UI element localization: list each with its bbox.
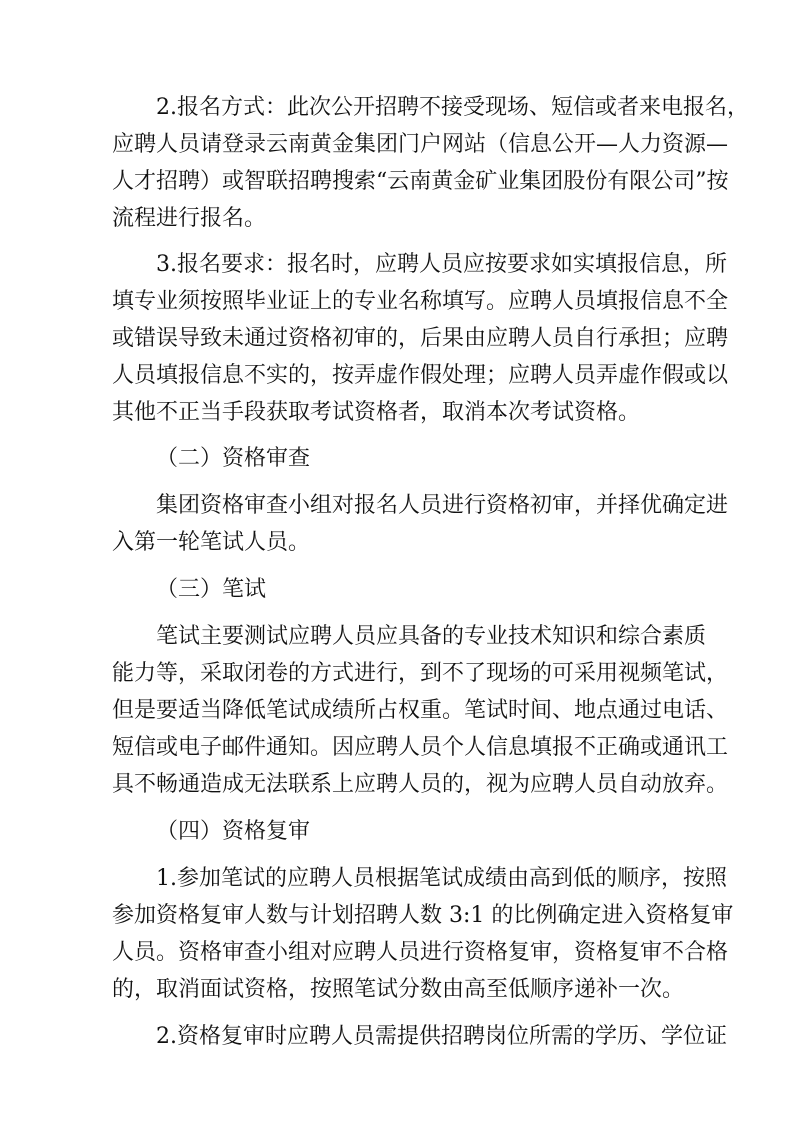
text-line: 入第一轮笔试人员。 — [112, 530, 311, 555]
text-line: 笔试主要测试应聘人员应具备的专业技术知识和综合素质 — [156, 624, 707, 649]
text-line: 人才招聘）或智联招聘搜索“云南黄金矿业集团股份有限公司”按 — [112, 169, 729, 194]
text-line: 或错误导致未通过资格初审的，后果由应聘人员自行承担；应聘 — [112, 326, 729, 351]
paragraph-recheck-documents — [112, 1018, 727, 1055]
text-line: 的，取消面试资格，按照笔试分数由高至低顺序递补一次。 — [112, 977, 685, 1002]
paragraph-written-exam — [112, 618, 729, 803]
text-line: 参加资格复审人数与计划招聘人数 3:1 的比例确定进入资格复审 — [112, 903, 734, 928]
text-line: 能力等，采取闭卷的方式进行，到不了现场的可采用视频笔试， — [112, 661, 729, 686]
paragraph-recheck-rules — [112, 860, 734, 1008]
text-line: 应聘人员请登录云南黄金集团门户网站（信息公开—人力资源— — [112, 132, 729, 157]
paragraph-qualification-review — [112, 487, 729, 561]
paragraph-registration-method — [112, 89, 749, 237]
text-line: 流程进行报名。 — [112, 206, 267, 231]
text-line: 3.报名要求：报名时，应聘人员应按要求如实填报信息，所 — [156, 252, 727, 277]
text-line: 2.报名方式：此次公开招聘不接受现场、短信或者来电报名， — [156, 95, 749, 120]
section-heading-qualification-recheck: （四）资格复审 — [156, 819, 311, 844]
text-line: 人员填报信息不实的，按弄虚作假处理；应聘人员弄虚作假或以 — [112, 363, 729, 388]
text-line: 短信或电子邮件通知。因应聘人员个人信息填报不正确或通讯工 — [112, 735, 729, 760]
text-line: 填专业须按照毕业证上的专业名称填写。应聘人员填报信息不全 — [112, 289, 729, 314]
text-line: 2.资格复审时应聘人员需提供招聘岗位所需的学历、学位证 — [156, 1024, 727, 1049]
paragraph-registration-requirements — [112, 246, 729, 431]
text-line: 1.参加笔试的应聘人员根据笔试成绩由高到低的顺序，按照 — [156, 866, 727, 891]
text-line: 其他不正当手段获取考试资格者，取消本次考试资格。 — [112, 400, 641, 425]
text-line: 人员。资格审查小组对应聘人员进行资格复审，资格复审不合格 — [112, 940, 729, 965]
text-line: 但是要适当降低笔试成绩所占权重。笔试时间、地点通过电话、 — [112, 698, 729, 723]
text-line: 具不畅通造成无法联系上应聘人员的，视为应聘人员自动放弃。 — [112, 772, 729, 797]
section-heading-written-exam: （三）笔试 — [156, 577, 267, 602]
section-heading-qualification-review: （二）资格审查 — [156, 446, 311, 471]
text-line: 集团资格审查小组对报名人员进行资格初审，并择优确定进 — [156, 493, 729, 518]
document-page — [112, 89, 749, 1055]
